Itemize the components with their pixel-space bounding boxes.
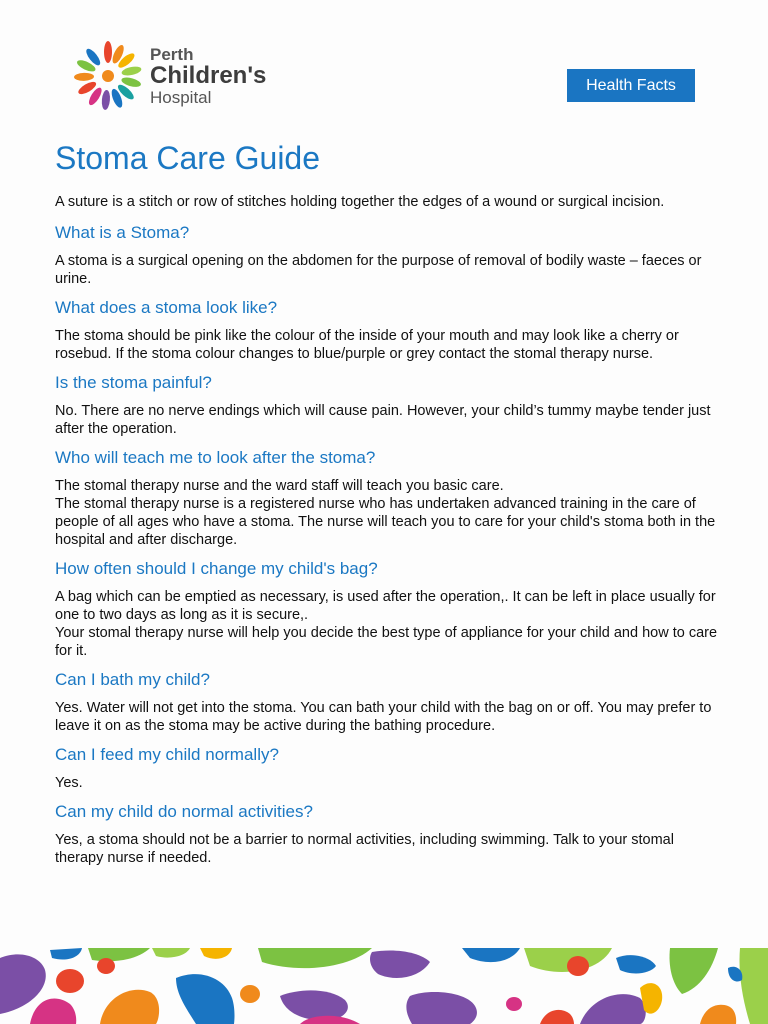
- section-body: The stoma should be pink like the colour of the inside of your mouth and may look like a cherry or rosebud. If the stoma colour changes to blue/purple or grey contact the stomal therapy nurse.: [55, 328, 679, 362]
- logo-mark-icon: [72, 38, 144, 114]
- faq-section-bag-change: [55, 559, 723, 660]
- page-title: Stoma Care Guide: [55, 140, 321, 176]
- section-heading: What is a Stoma?: [55, 223, 190, 242]
- logo-line-perth: Perth: [150, 45, 194, 64]
- section-heading: Can I bath my child?: [55, 670, 210, 689]
- faq-section-bath: [55, 670, 723, 735]
- page-header: [0, 0, 768, 130]
- faq-section-activities: [55, 802, 723, 867]
- faq-section-appearance: [55, 298, 723, 363]
- intro-paragraph: A suture is a stitch or row of stitches holding together the edges of a wound or surgical incision.: [55, 194, 665, 210]
- section-heading: Who will teach me to look after the stoma?: [55, 448, 376, 467]
- logo-line-hospital: Hospital: [150, 88, 212, 107]
- faq-section-teaching: [55, 448, 723, 549]
- faq-section-pain: [55, 373, 723, 438]
- faq-section-what-is: [55, 223, 723, 288]
- section-body: Yes, a stoma should not be a barrier to normal activities, including swimming. Talk to your stomal therapy nurse if needed.: [55, 832, 674, 866]
- faq-section-feeding: [55, 745, 723, 792]
- logo-line-childrens: Children's: [150, 62, 267, 89]
- document-body: [55, 140, 723, 877]
- section-heading: Can my child do normal activities?: [55, 802, 313, 821]
- section-heading: Can I feed my child normally?: [55, 745, 279, 764]
- logo-wordmark: [150, 46, 266, 106]
- section-body: The stomal therapy nurse and the ward staff will teach you basic care. The stomal therapy nurse is a registered nurse who has undertaken advanced training in the care of people of all ages who have a stoma. The nurse will teach you to care for your child's stoma both in the hospital and after discharge.: [55, 478, 716, 548]
- hospital-logo[interactable]: [72, 38, 272, 118]
- section-body: Yes.: [55, 775, 83, 791]
- section-body: Yes. Water will not get into the stoma. You can bath your child with the bag on or off. You may prefer to leave it on as the stoma may be active during the bathing procedure.: [55, 700, 712, 734]
- section-body: A stoma is a surgical opening on the abdomen for the purpose of removal of bodily waste – faeces or urine.: [55, 253, 702, 287]
- footer-shapes-decoration: [0, 948, 768, 1024]
- decorative-footer: [0, 948, 768, 1024]
- section-heading: How often should I change my child's bag?: [55, 559, 378, 578]
- health-facts-badge: Health Facts: [567, 69, 695, 102]
- section-body: A bag which can be emptied as necessary, is used after the operation,. It can be left in place usually for one to two days as long as it is secure,. Your stomal therapy nurse will help you decide the best type of appliance for your child and how to care for it.: [55, 589, 718, 659]
- section-heading: What does a stoma look like?: [55, 298, 278, 317]
- section-heading: Is the stoma painful?: [55, 373, 212, 392]
- section-body: No. There are no nerve endings which will cause pain. However, your child’s tummy maybe tender just after the operation.: [55, 403, 711, 437]
